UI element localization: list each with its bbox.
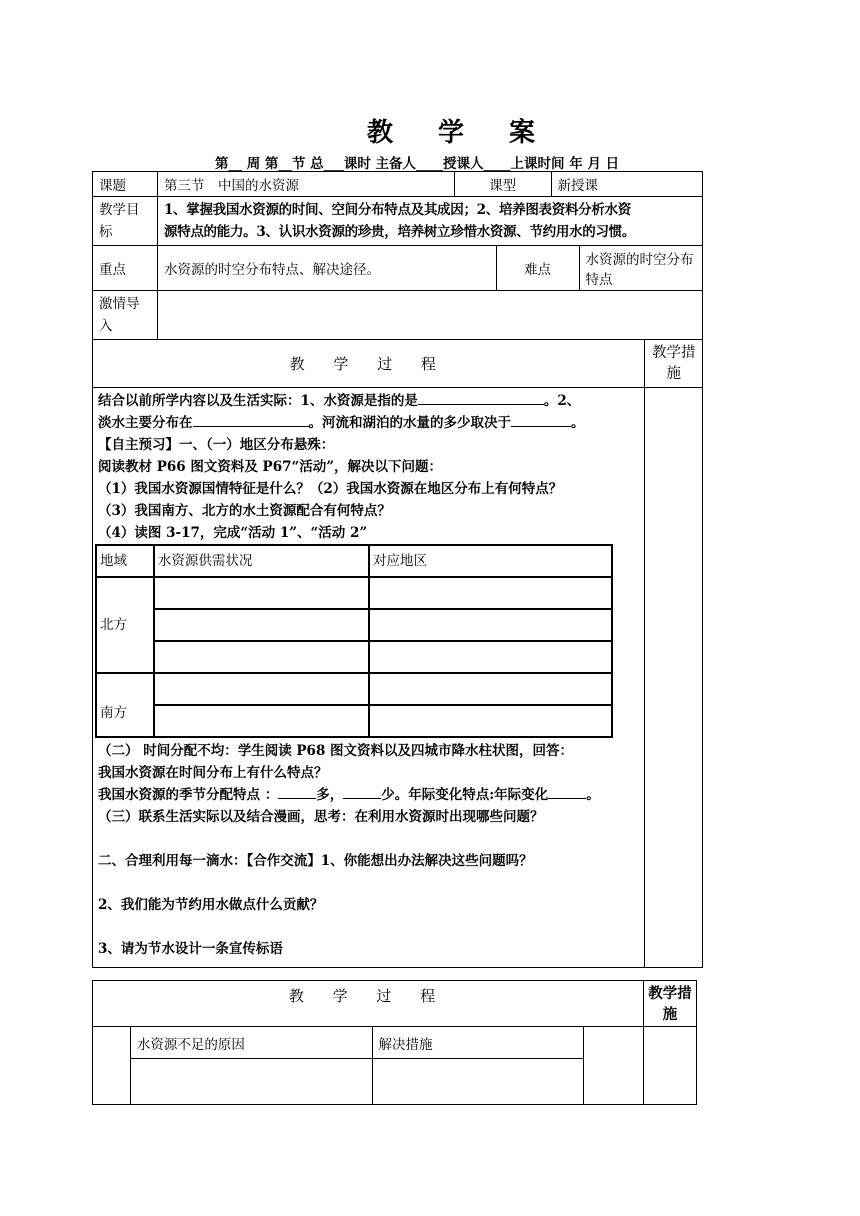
type-value: 新授课 [551,172,702,197]
time-question: 我国水资源在时间分布上有什么特点？ [98,765,328,781]
time-distribution: （二） 时间分配不均：学生阅读 P68 图文资料以及四城市降水柱状图，回答： [98,743,574,759]
question-3: （3）我国南方、北方的水土资源配合有何特点？ [98,503,391,519]
lesson-plan-table [92,171,703,968]
type-label: 课型 [454,172,551,197]
q2-text: 淡水主要分布在 [98,415,193,431]
region-col-header: 地域 [96,545,154,577]
measures-label: 教学措施 [645,340,703,388]
season-text: 我国水资源的季节分配特点 ： [98,787,279,803]
topic-value: 第三节 中国的水资源 [157,172,454,197]
blank-cell [584,1027,644,1105]
page-title: 教 学 案 [366,118,554,148]
slogan-question: 3、请为节水设计一条宣传标语 [98,941,283,957]
season-blank-2[interactable] [343,784,381,799]
north-label: 北方 [96,577,154,673]
table-cell[interactable] [154,673,369,705]
solution-col-header: 解决措施 [372,1027,584,1059]
goal-label: 教学目标 [93,197,158,246]
measures-column-2 [644,1027,697,1105]
q1-tail: 。2、 [543,393,581,409]
q3-blank[interactable] [511,412,571,427]
difficulty-value: 水资源的时空分布特点 [579,246,702,291]
supply-col-header: 水资源供需状况 [154,545,369,577]
q2-blank[interactable] [193,412,309,427]
table-cell[interactable] [369,673,612,705]
meta-line: 第__ 周 第__节 总___课时 主备人____授课人____上课时间 年 月 日 [215,156,620,172]
goal-line-2: 源特点的能力。3、认识水资源的珍贵，培养树立珍惜水资源、节约用水的习惯。 [163,224,636,240]
season-blank-1[interactable] [278,784,316,799]
intro-content [157,291,702,340]
table-cell[interactable] [154,641,369,673]
annual-blank[interactable] [548,784,586,799]
season-more: 多， [316,787,344,803]
q3-text: 。河流和湖泊的水量的多少取决于 [308,415,511,431]
preview-heading: 【自主预习】一、（一）地区分布悬殊： [98,437,335,453]
table-cell[interactable] [154,577,369,609]
measures-label-2: 教学措施 [644,981,697,1027]
south-label: 南方 [96,673,154,737]
cause-col-header: 水资源不足的原因 [130,1027,372,1059]
process-content [93,388,645,968]
cooperation-question: 二、合理利用每一滴水：【合作交流】1、你能想出办法解决这些问题吗？ [98,853,533,869]
contribution-question: 2、我们能为节约用水做点什么贡献？ [98,897,324,913]
question-1-2: （1）我国水资源国情特征是什么？（2）我国水资源在地区分布上有何特点？ [98,481,563,497]
cause-cell[interactable] [130,1059,372,1105]
difficulty-label: 难点 [496,246,579,291]
process-title: 教 学 过 程 [93,340,645,388]
intro-label: 激情导入 [93,291,158,340]
topic-label: 课题 [93,172,158,197]
table-cell[interactable] [369,705,612,737]
table-cell[interactable] [154,609,369,641]
blank-cell [93,1027,131,1105]
process-title-2: 教 学 过 程 [93,981,644,1027]
q3-tail: 。 [571,415,585,431]
question-4: （4）读图 3-17，完成“活动 1”、“活动 2” [98,525,368,541]
key-label: 重点 [93,246,158,291]
lesson-plan-table-2 [92,980,697,1105]
key-value: 水资源的时空分布特点、解决途径。 [157,246,496,291]
area-col-header: 对应地区 [369,545,612,577]
table-cell[interactable] [369,609,612,641]
annual-tail: 。 [586,787,600,803]
region-table [95,544,613,738]
solution-cell[interactable] [372,1059,584,1105]
table-cell[interactable] [369,641,612,673]
reading-instruction: 阅读教材 P66 图文资料及 P67“活动”，解决以下问题： [98,459,443,475]
goal-line-1: 1、掌握我国水资源的时间、空间分布特点及其成因；2、培养图表资料分析水资 [163,202,631,218]
q1-blank[interactable] [418,390,544,405]
measures-column [645,388,703,968]
problem-question: （三）联系生活实际以及结合漫画，思考：在利用水资源时出现哪些问题？ [98,809,544,825]
table-cell[interactable] [154,705,369,737]
season-less: 少。年际变化特点:年际变化 [381,787,549,803]
table-cell[interactable] [369,577,612,609]
q1-text: 结合以前所学内容以及生活实际：1、水资源是指的是 [98,393,418,409]
